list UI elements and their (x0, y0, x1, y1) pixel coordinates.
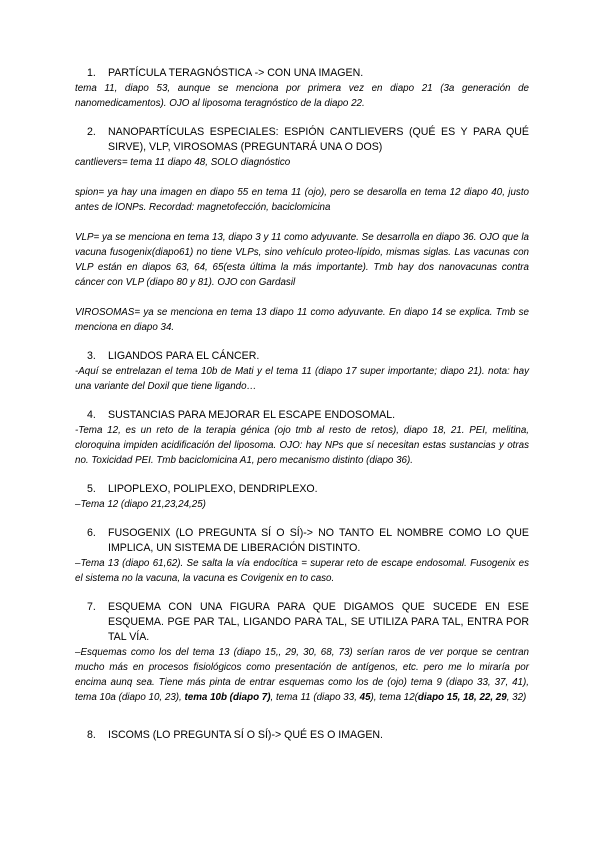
note-text (75, 645, 529, 705)
list-number: 5. (87, 483, 96, 495)
list-number: 1. (87, 67, 96, 79)
list-item-1-heading (75, 66, 529, 81)
list-number: 2. (87, 126, 96, 138)
note-emphasis: tema 10b (diapo 7) (184, 692, 271, 703)
note-text: –Tema 12 (diapo 21,23,24,25) (75, 499, 206, 510)
heading-text: NANOPARTÍCULAS ESPECIALES: ESPIÓN CANTLIEVERS (QUÉ ES Y PARA QUÉ SIRVE), VLP, VIROSOMAS (PREGUNTARÁ UNA O DOS) (108, 126, 529, 153)
note-part: , 32) (506, 692, 527, 703)
list-item-6-heading (75, 526, 529, 556)
list-number: 3. (87, 350, 96, 362)
note-text: -Aquí se entrelazan el tema 10b de Mati y el tema 11 (diapo 17 super importante; diapo 21). nota: hay una variante del Doxil que tiene ligando… (75, 366, 529, 392)
list-item-3-heading (75, 349, 529, 364)
list-item-4-heading (75, 408, 529, 423)
note-text: cantlievers= tema 11 diapo 48, SOLO diagnóstico (75, 157, 291, 168)
heading-text: FUSOGENIX (LO PREGUNTA SÍ O SÍ)-> NO TANTO EL NOMBRE COMO LO QUE IMPLICA, UN SISTEMA DE LIBERACIÓN DISTINTO. (108, 527, 529, 554)
note-text: VIROSOMAS= ya se menciona en tema 13 diapo 11 como adyuvante. En diapo 14 se explica. Tmb se menciona en diapo 34. (75, 307, 529, 333)
list-number: 8. (87, 729, 96, 741)
heading-text: ISCOMS (LO PREGUNTA SÍ O SÍ)-> QUÉ ES O IMAGEN. (108, 729, 383, 741)
list-item-8-heading (75, 728, 529, 743)
heading-text: SUSTANCIAS PARA MEJORAR EL ESCAPE ENDOSOMAL. (108, 409, 396, 421)
heading-text: LIPOPLEXO, POLIPLEXO, DENDRIPLEXO. (108, 483, 318, 495)
heading-text: PARTÍCULA TERAGNÓSTICA -> CON UNA IMAGEN. (108, 67, 364, 79)
heading-text: ESQUEMA CON UNA FIGURA PARA QUE DIGAMOS QUE SUCEDE EN ESE ESQUEMA. PGE PAR TAL, LIGANDO PARA TAL, SE UTILIZA PARA TAL, ENTRA POR TAL VÍA. (108, 601, 529, 643)
note-part: ), tema 12( (370, 692, 418, 703)
note-text: tema 11, diapo 53, aunque se menciona por primera vez en diapo 21 (3a generación de nanomedicamentos). OJO al liposoma teragnóstico de la diapo 22. (75, 83, 529, 109)
note-text: –Tema 13 (diapo 61,62). Se salta la vía endocítica = superar reto de escape endosomal. Fusogenix es el sistema no la vacuna, la vacuna es Covigenix en to caso. (75, 558, 529, 584)
list-number: 4. (87, 409, 96, 421)
list-number: 6. (87, 527, 96, 539)
note-emphasis: diapo 15, 18, 22, 29 (417, 692, 507, 703)
note-part: –Esquemas como los del tema 13 (diapo 15,, 29, 30, 68, 73) serían raros de ver porque se centran mucho más en procesos fisiológicos como presentación de antígenos, etc. pero me lo miraría por encima aunq sea. Tiene más pinta de entrar esquemas como los de (ojo) tema 9 (diapo 33, 37, 41), tema 10a (diapo 10, 23), (75, 647, 529, 703)
list-item-2-heading (75, 125, 529, 155)
list-item-7-heading (75, 600, 529, 645)
note-text: VLP= ya se menciona en tema 13, diapo 3 y 11 como adyuvante. Se desarrolla en diapo 36. OJO que la vacuna fusogenix(diapo61) no tiene VLPs, sino vehículo proteo-lípido, mismas siglas. Las vacunas con VLP están en diapos 63, 64, 65(esta última la más importante). Tmb hay dos nanovacunas contra cáncer con VLP (diapo 80 y 81). OJO con Gardasil (75, 232, 529, 288)
list-item-5-heading (75, 482, 529, 497)
note-emphasis: 45 (359, 692, 371, 703)
note-text: -Tema 12, es un reto de la terapia génica (ojo tmb al resto de retos), diapo 18, 21. PEI, melitina, cloroquina impiden acidificación del liposoma. OJO: hay NPs que sí necesitan estas sustancias y otras no. Toxicidad PEI. Tmb baciclomicina A1, pero mecanismo distinto (diapo 36). (75, 425, 529, 466)
note-text: spion= ya hay una imagen en diapo 55 en tema 11 (ojo), pero se desarolla en tema 12 diapo 40, justo antes de lONPs. Recordad: magnetofección, baciclomicina (75, 187, 529, 213)
list-number: 7. (87, 601, 96, 613)
heading-text: LIGANDOS PARA EL CÁNCER. (108, 350, 260, 362)
note-part: , tema 11 (diapo 33, (270, 692, 360, 703)
